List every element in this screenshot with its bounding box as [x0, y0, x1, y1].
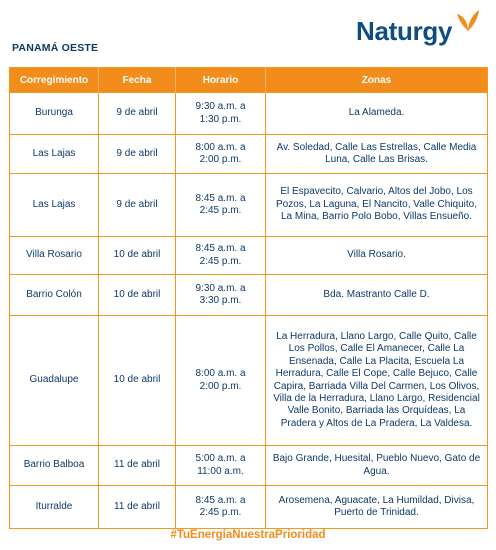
horario-start: 8:00 a.m. a [195, 368, 246, 380]
cell-zonas: Av. Soledad, Calle Las Estrellas, Calle Media Luna, Calle Las Brisas. [266, 135, 488, 174]
butterfly-icon [454, 9, 484, 44]
horario-end: 2:00 p.m. [199, 154, 242, 165]
header-corregimiento: Corregimiento [10, 68, 99, 93]
horario-start: 8:45 a.m. a [195, 494, 246, 506]
horario-end: 2:45 p.m. [199, 255, 242, 267]
cell-fecha: 10 de abril [99, 275, 176, 316]
cell-corregimiento: Barrio Colón [10, 275, 99, 316]
cell-fecha: 10 de abril [99, 316, 176, 446]
horario-start: 8:00 a.m. a [195, 141, 246, 153]
cell-corregimiento: Las Lajas [10, 135, 99, 174]
cell-corregimiento: Las Lajas [10, 174, 99, 237]
cell-corregimiento: Guadalupe [10, 316, 99, 446]
cell-fecha: 9 de abril [99, 93, 176, 135]
logo-wordmark: Naturgy [356, 16, 453, 46]
table-row [10, 486, 488, 529]
cell-horario [176, 93, 266, 135]
horario-end: 2:45 p.m. [199, 205, 242, 216]
cell-horario [176, 486, 266, 529]
cell-fecha: 11 de abril [99, 446, 176, 486]
cell-zonas: La Alameda. [266, 93, 488, 135]
cell-horario [176, 135, 266, 174]
cell-corregimiento: Iturralde [10, 486, 99, 529]
cell-zonas: La Herradura, Llano Largo, Calle Quito, Calle Los Pollos, Calle El Amanecer, Calle La Ensenada, Calle La Placita, Escuela La Herradura, Calle El Cope, Calle Bejuco, Calle Capira, Barriada Villa Del Carmen, Los Olivos, Villa de la Herradura, Llano Largo, Residencial Valle Bonito, Barriada las Orquídeas, La Pradera y Altos de La Pradera, La Valdesa. [266, 316, 488, 446]
horario-end: 1:30 p.m. [199, 113, 242, 125]
cell-fecha: 11 de abril [99, 486, 176, 529]
hashtag: #TuEnergíaNuestraPrioridad [170, 529, 326, 541]
cell-fecha: 10 de abril [99, 237, 176, 275]
cell-horario [176, 275, 266, 316]
cell-zonas: Bda. Mastranto Calle D. [266, 275, 488, 316]
table-header-row [10, 68, 488, 93]
cell-zonas: Arosemena, Aguacate, La Humildad, Divisa, Puerto de Trinidad. [266, 486, 488, 529]
table-row [10, 446, 488, 486]
table-row [10, 174, 488, 237]
header-horario: Horario [176, 68, 266, 93]
horario-end: 2:00 p.m. [199, 380, 242, 392]
cell-horario [176, 446, 266, 486]
horario-start: 9:30 a.m. a [195, 101, 246, 113]
cell-horario [176, 237, 266, 275]
horario-start: 5:00 a.m. a [195, 453, 246, 465]
cell-corregimiento: Burunga [10, 93, 99, 135]
header [0, 0, 496, 62]
table-row [10, 237, 488, 275]
table-row [10, 316, 488, 446]
cell-corregimiento: Villa Rosario [10, 237, 99, 275]
cell-fecha: 9 de abril [99, 135, 176, 174]
schedule-table [9, 67, 488, 529]
horario-end: 2:45 p.m. [199, 507, 242, 518]
cell-zonas: Villa Rosario. [266, 237, 488, 275]
header-zonas: Zonas [266, 68, 488, 93]
region-title: PANAMÁ OESTE [12, 42, 99, 54]
table-row [10, 93, 488, 135]
cell-corregimiento: Barrio Balboa [10, 446, 99, 486]
cell-horario [176, 174, 266, 237]
table-row [10, 275, 488, 316]
cell-zonas: Bajo Grande, Huesital, Pueblo Nuevo, Gato de Agua. [266, 446, 488, 486]
horario-start: 9:30 a.m. a [195, 282, 246, 294]
horario-start: 8:45 a.m. a [195, 243, 246, 255]
naturgy-logo [356, 18, 484, 44]
cell-fecha: 9 de abril [99, 174, 176, 237]
horario-start: 8:45 a.m. a [195, 192, 246, 204]
table-row [10, 135, 488, 174]
cell-zonas: El Espavecito, Calvario, Altos del Jobo, Los Pozos, La Laguna, El Nancito, Valle Chiquito, La Mina, Barrio Polo Bobo, Villas Ensueño. [266, 174, 488, 237]
header-fecha: Fecha [99, 68, 176, 93]
cell-horario [176, 316, 266, 446]
horario-end: 11:00 a.m. [197, 465, 244, 477]
horario-end: 3:30 p.m. [199, 295, 242, 306]
